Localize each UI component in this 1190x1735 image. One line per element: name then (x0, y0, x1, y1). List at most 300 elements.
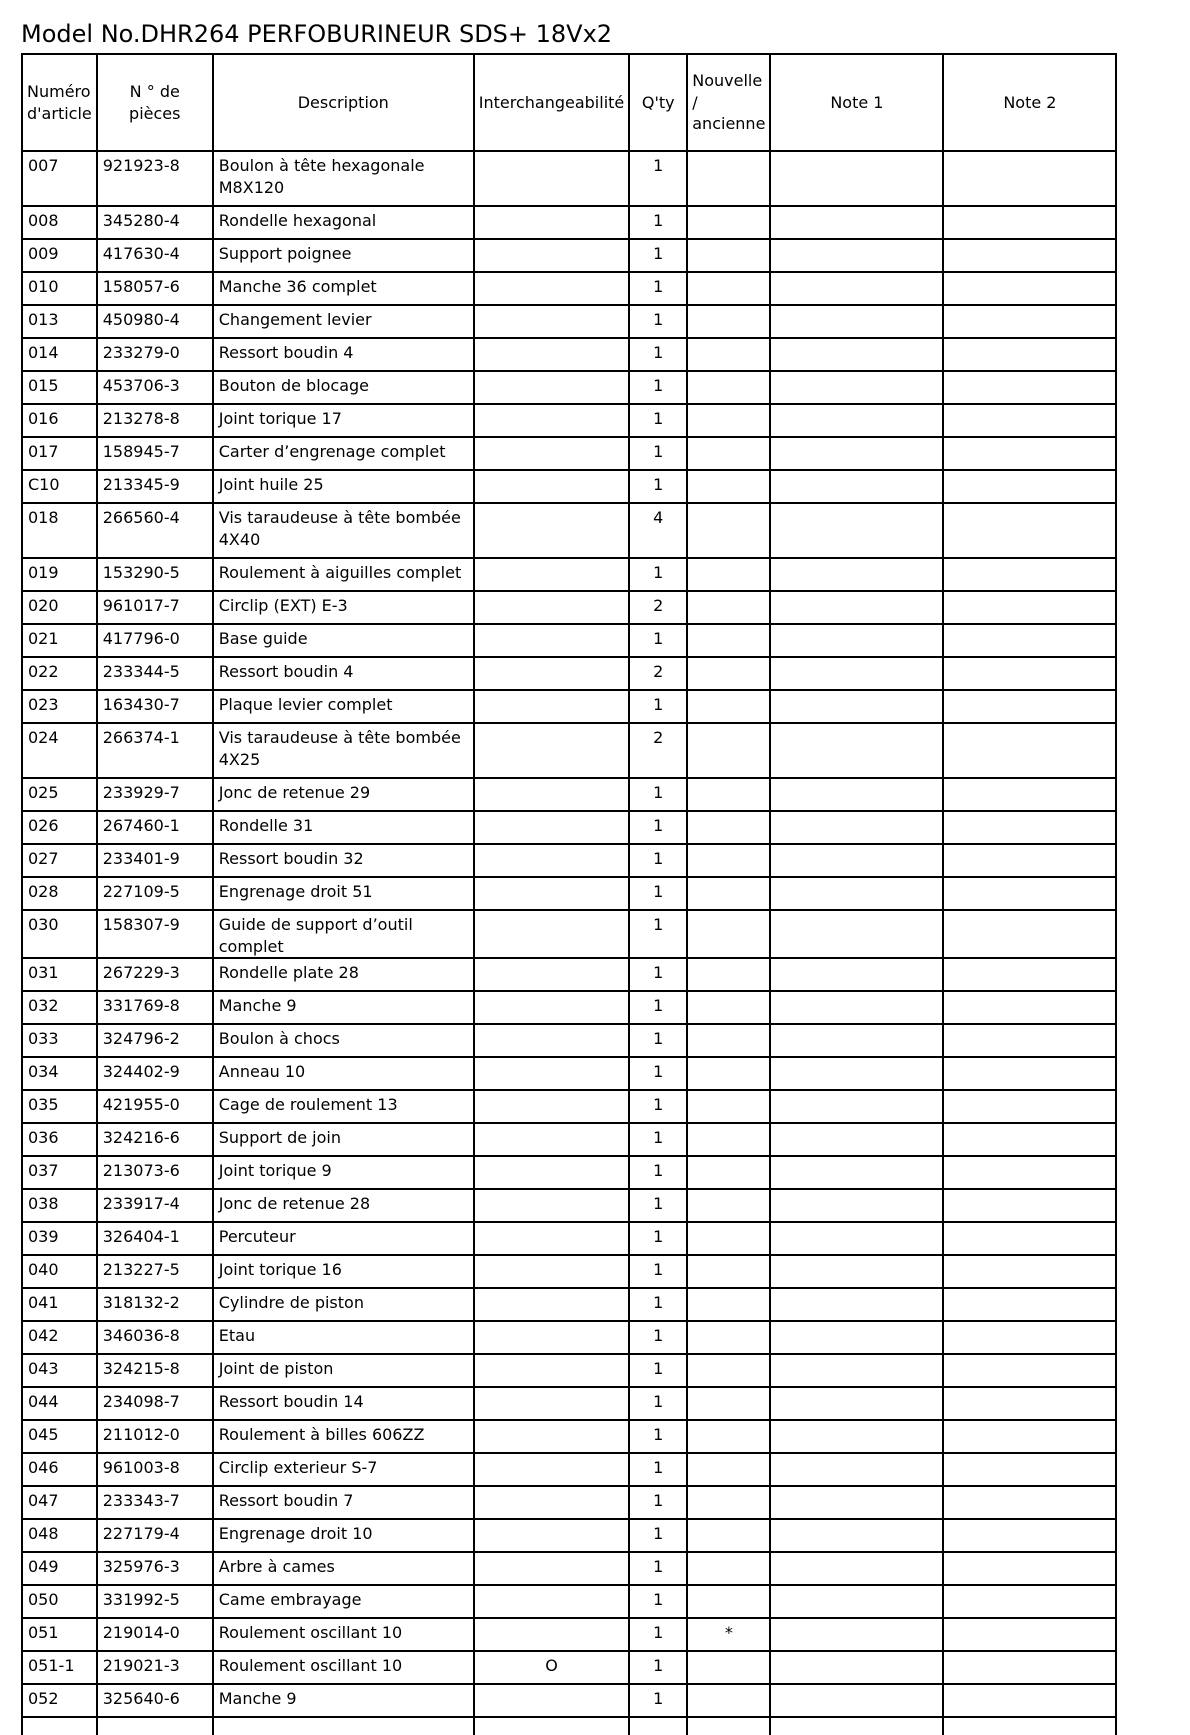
cell-description: Arbre à cames (213, 1552, 474, 1585)
cell-description: Ressort boudin 4 (213, 657, 474, 690)
cell-note-2 (943, 1684, 1116, 1717)
cell-new-old (687, 877, 770, 910)
cell-note-2 (943, 1420, 1116, 1453)
cell-note-2 (943, 877, 1116, 910)
cell-new-old (687, 1189, 770, 1222)
cell-item-number: 014 (22, 338, 97, 371)
table-row (22, 910, 1116, 958)
cell-description: Engrenage droit 51 (213, 877, 474, 910)
cell-part-number: 219014-0 (97, 1618, 213, 1651)
table-row (22, 1090, 1116, 1123)
cell-interchangeability (474, 1288, 630, 1321)
cell-note-1 (770, 657, 943, 690)
cell-part-number: 324216-6 (97, 1123, 213, 1156)
cell-part-number: 421955-0 (97, 1090, 213, 1123)
cell-item-number: 023 (22, 690, 97, 723)
cell-part-number: 267460-1 (97, 811, 213, 844)
cell-quantity: 1 (629, 778, 687, 811)
cell-description: Roulement à billes 606ZZ (213, 1420, 474, 1453)
cell-part-number: 158057-6 (97, 272, 213, 305)
cell-note-1 (770, 1123, 943, 1156)
cell-interchangeability (474, 910, 630, 958)
cell-new-old (687, 1486, 770, 1519)
cell-description: Etau (213, 1321, 474, 1354)
cell-quantity: 1 (629, 338, 687, 371)
empty-cell (687, 1717, 770, 1735)
cell-part-number: 267229-3 (97, 958, 213, 991)
cell-description: Base guide (213, 624, 474, 657)
cell-note-1 (770, 1486, 943, 1519)
cell-note-1 (770, 624, 943, 657)
cell-new-old (687, 272, 770, 305)
cell-part-number: 961017-7 (97, 591, 213, 624)
cell-quantity: 1 (629, 272, 687, 305)
cell-note-1 (770, 1288, 943, 1321)
cell-note-1 (770, 1156, 943, 1189)
cell-new-old (687, 844, 770, 877)
cell-item-number: 051 (22, 1618, 97, 1651)
table-row (22, 1024, 1116, 1057)
cell-item-number: 020 (22, 591, 97, 624)
cell-quantity: 1 (629, 404, 687, 437)
cell-part-number: 453706-3 (97, 371, 213, 404)
table-row (22, 503, 1116, 558)
cell-interchangeability (474, 239, 630, 272)
cell-quantity: 1 (629, 371, 687, 404)
cell-part-number: 227179-4 (97, 1519, 213, 1552)
cell-description: Rondelle hexagonal (213, 206, 474, 239)
cell-quantity: 1 (629, 437, 687, 470)
cell-note-2 (943, 1057, 1116, 1090)
cell-item-number: 024 (22, 723, 97, 778)
cell-item-number: 008 (22, 206, 97, 239)
cell-item-number: 036 (22, 1123, 97, 1156)
header-quantity: Q'ty (629, 54, 687, 151)
table-row (22, 958, 1116, 991)
cell-new-old (687, 338, 770, 371)
cell-item-number: 052 (22, 1684, 97, 1717)
table-row (22, 206, 1116, 239)
cell-quantity: 2 (629, 591, 687, 624)
cell-quantity: 1 (629, 1387, 687, 1420)
cell-new-old (687, 1057, 770, 1090)
empty-cell (629, 1717, 687, 1735)
cell-item-number: 027 (22, 844, 97, 877)
table-row (22, 1552, 1116, 1585)
table-row (22, 844, 1116, 877)
cell-interchangeability (474, 1486, 630, 1519)
cell-description: Manche 9 (213, 991, 474, 1024)
table-row (22, 1486, 1116, 1519)
table-row (22, 1354, 1116, 1387)
cell-note-2 (943, 371, 1116, 404)
cell-item-number: 019 (22, 558, 97, 591)
cell-interchangeability (474, 991, 630, 1024)
cell-item-number: 010 (22, 272, 97, 305)
cell-description: Manche 36 complet (213, 272, 474, 305)
cell-description: Joint torique 17 (213, 404, 474, 437)
cell-part-number: 158945-7 (97, 437, 213, 470)
cell-quantity: 1 (629, 1651, 687, 1684)
cell-quantity: 1 (629, 206, 687, 239)
table-row (22, 338, 1116, 371)
cell-interchangeability (474, 1420, 630, 1453)
cell-new-old (687, 1552, 770, 1585)
cell-note-1 (770, 305, 943, 338)
cell-part-number: 331769-8 (97, 991, 213, 1024)
cell-new-old (687, 206, 770, 239)
cell-interchangeability (474, 1552, 630, 1585)
cell-item-number: 047 (22, 1486, 97, 1519)
cell-note-2 (943, 404, 1116, 437)
header-note-2: Note 2 (943, 54, 1116, 151)
cell-note-1 (770, 1651, 943, 1684)
cell-quantity: 1 (629, 1255, 687, 1288)
cell-description: Anneau 10 (213, 1057, 474, 1090)
cell-item-number: 025 (22, 778, 97, 811)
cell-part-number: 417630-4 (97, 239, 213, 272)
table-row (22, 1156, 1116, 1189)
cell-note-1 (770, 206, 943, 239)
table-row (22, 1255, 1116, 1288)
cell-note-2 (943, 1123, 1116, 1156)
cell-note-2 (943, 206, 1116, 239)
cell-part-number: 227109-5 (97, 877, 213, 910)
cell-new-old (687, 1288, 770, 1321)
cell-part-number: 318132-2 (97, 1288, 213, 1321)
cell-item-number: 013 (22, 305, 97, 338)
cell-description: Manche 9 (213, 1684, 474, 1717)
cell-item-number: 021 (22, 624, 97, 657)
cell-new-old (687, 1255, 770, 1288)
cell-quantity: 1 (629, 958, 687, 991)
cell-new-old (687, 624, 770, 657)
cell-interchangeability (474, 404, 630, 437)
cell-new-old (687, 1387, 770, 1420)
cell-note-1 (770, 1519, 943, 1552)
cell-part-number: 213073-6 (97, 1156, 213, 1189)
cell-note-2 (943, 1354, 1116, 1387)
cell-description: Percuteur (213, 1222, 474, 1255)
cell-part-number: 921923-8 (97, 151, 213, 206)
table-row (22, 1321, 1116, 1354)
cell-description: Bouton de blocage (213, 371, 474, 404)
cell-item-number: 042 (22, 1321, 97, 1354)
header-new-old: Nouvelle / ancienne (687, 54, 770, 151)
parts-table (21, 53, 1117, 1735)
cell-part-number: 345280-4 (97, 206, 213, 239)
cell-note-1 (770, 503, 943, 558)
table-row (22, 690, 1116, 723)
cell-new-old (687, 1453, 770, 1486)
cell-interchangeability (474, 624, 630, 657)
cell-quantity: 1 (629, 1684, 687, 1717)
cell-note-2 (943, 1222, 1116, 1255)
cell-item-number: 026 (22, 811, 97, 844)
cell-item-number: 009 (22, 239, 97, 272)
table-row (22, 1387, 1116, 1420)
cell-quantity: 1 (629, 239, 687, 272)
empty-cell (97, 1717, 213, 1735)
cell-quantity: 1 (629, 811, 687, 844)
cell-part-number: 233401-9 (97, 844, 213, 877)
cell-quantity: 1 (629, 624, 687, 657)
cell-description: Engrenage droit 10 (213, 1519, 474, 1552)
cell-interchangeability (474, 1057, 630, 1090)
cell-quantity: 1 (629, 690, 687, 723)
cell-item-number: 032 (22, 991, 97, 1024)
cell-quantity: 1 (629, 991, 687, 1024)
cell-note-1 (770, 1222, 943, 1255)
table-row (22, 591, 1116, 624)
table-row (22, 1222, 1116, 1255)
cell-quantity: 1 (629, 470, 687, 503)
cell-new-old (687, 1222, 770, 1255)
cell-description: Roulement oscillant 10 (213, 1651, 474, 1684)
cell-quantity: 1 (629, 877, 687, 910)
cell-quantity: 1 (629, 1420, 687, 1453)
cell-item-number: 015 (22, 371, 97, 404)
cell-quantity: 1 (629, 1123, 687, 1156)
cell-quantity: 1 (629, 1486, 687, 1519)
cell-item-number: 048 (22, 1519, 97, 1552)
cell-note-1 (770, 437, 943, 470)
cell-note-2 (943, 1453, 1116, 1486)
cell-note-1 (770, 272, 943, 305)
cell-quantity: 1 (629, 910, 687, 958)
cell-quantity: 1 (629, 1288, 687, 1321)
cell-note-1 (770, 991, 943, 1024)
header-part-number: N ° de pièces (97, 54, 213, 151)
table-row (22, 239, 1116, 272)
table-row (22, 470, 1116, 503)
cell-new-old (687, 305, 770, 338)
cell-part-number: 961003-8 (97, 1453, 213, 1486)
cell-interchangeability (474, 1519, 630, 1552)
cell-interchangeability (474, 1321, 630, 1354)
cell-note-2 (943, 272, 1116, 305)
cell-interchangeability (474, 1618, 630, 1651)
cell-interchangeability (474, 1189, 630, 1222)
cell-part-number: 324402-9 (97, 1057, 213, 1090)
cell-part-number: 324796-2 (97, 1024, 213, 1057)
table-row (22, 723, 1116, 778)
cell-note-1 (770, 404, 943, 437)
cell-item-number: 044 (22, 1387, 97, 1420)
cell-note-1 (770, 1453, 943, 1486)
cell-note-2 (943, 1156, 1116, 1189)
cell-note-1 (770, 1552, 943, 1585)
table-row (22, 1057, 1116, 1090)
cell-interchangeability (474, 1684, 630, 1717)
cell-note-2 (943, 591, 1116, 624)
table-row (22, 1519, 1116, 1552)
cell-new-old (687, 371, 770, 404)
cell-note-1 (770, 811, 943, 844)
cell-part-number: 331992-5 (97, 1585, 213, 1618)
cell-quantity: 1 (629, 305, 687, 338)
empty-cell (22, 1717, 97, 1735)
cell-interchangeability (474, 1123, 630, 1156)
cell-description: Guide de support d’outil complet (213, 910, 474, 958)
table-row (22, 1651, 1116, 1684)
cell-note-2 (943, 503, 1116, 558)
cell-part-number: 213345-9 (97, 470, 213, 503)
cell-interchangeability (474, 272, 630, 305)
cell-new-old (687, 958, 770, 991)
cell-description: Carter d’engrenage complet (213, 437, 474, 470)
cell-item-number: 016 (22, 404, 97, 437)
cell-description: Support de join (213, 1123, 474, 1156)
cell-note-1 (770, 723, 943, 778)
header-note-1: Note 1 (770, 54, 943, 151)
table-row (22, 404, 1116, 437)
cell-note-1 (770, 558, 943, 591)
cell-interchangeability (474, 1090, 630, 1123)
header-item-number: Numéro d'article (22, 54, 97, 151)
cell-new-old (687, 1156, 770, 1189)
cell-note-2 (943, 1387, 1116, 1420)
cell-note-2 (943, 338, 1116, 371)
cell-description: Vis taraudeuse à tête bombée 4X40 (213, 503, 474, 558)
cell-quantity: 1 (629, 1552, 687, 1585)
cell-item-number: 041 (22, 1288, 97, 1321)
cell-description: Support poignee (213, 239, 474, 272)
cell-note-1 (770, 1090, 943, 1123)
cell-quantity: 1 (629, 844, 687, 877)
cell-item-number: 017 (22, 437, 97, 470)
cell-description: Plaque levier complet (213, 690, 474, 723)
cell-part-number: 219021-3 (97, 1651, 213, 1684)
cell-part-number: 233929-7 (97, 778, 213, 811)
table-row (22, 371, 1116, 404)
cell-interchangeability (474, 206, 630, 239)
cell-description: Ressort boudin 4 (213, 338, 474, 371)
cell-new-old (687, 558, 770, 591)
cell-note-1 (770, 1618, 943, 1651)
cell-item-number: 050 (22, 1585, 97, 1618)
cell-item-number: 034 (22, 1057, 97, 1090)
cell-item-number: 045 (22, 1420, 97, 1453)
cell-new-old (687, 503, 770, 558)
cell-description: Joint huile 25 (213, 470, 474, 503)
cell-item-number: 049 (22, 1552, 97, 1585)
cell-part-number: 325640-6 (97, 1684, 213, 1717)
cell-item-number: 040 (22, 1255, 97, 1288)
cell-description: Jonc de retenue 29 (213, 778, 474, 811)
cell-note-2 (943, 1651, 1116, 1684)
cell-interchangeability (474, 844, 630, 877)
cell-interchangeability (474, 338, 630, 371)
cell-part-number: 450980-4 (97, 305, 213, 338)
cell-new-old (687, 591, 770, 624)
cell-new-old (687, 811, 770, 844)
table-row (22, 657, 1116, 690)
cell-new-old: * (687, 1618, 770, 1651)
cell-description: Ressort boudin 7 (213, 1486, 474, 1519)
cell-interchangeability (474, 811, 630, 844)
cell-note-1 (770, 371, 943, 404)
cell-part-number: 211012-0 (97, 1420, 213, 1453)
cell-part-number: 158307-9 (97, 910, 213, 958)
cell-interchangeability (474, 371, 630, 404)
cell-interchangeability (474, 1222, 630, 1255)
cell-new-old (687, 1321, 770, 1354)
cell-quantity: 4 (629, 503, 687, 558)
cell-new-old (687, 1420, 770, 1453)
cell-quantity: 1 (629, 1453, 687, 1486)
cell-item-number: 018 (22, 503, 97, 558)
cell-note-1 (770, 239, 943, 272)
cell-note-2 (943, 470, 1116, 503)
cell-part-number: 324215-8 (97, 1354, 213, 1387)
cell-note-2 (943, 1255, 1116, 1288)
cell-interchangeability (474, 470, 630, 503)
cell-note-2 (943, 1090, 1116, 1123)
cell-item-number: 033 (22, 1024, 97, 1057)
table-row (22, 811, 1116, 844)
cell-description: Joint torique 16 (213, 1255, 474, 1288)
cell-quantity: 1 (629, 1189, 687, 1222)
cell-new-old (687, 1519, 770, 1552)
cell-part-number: 325976-3 (97, 1552, 213, 1585)
empty-cell (474, 1717, 630, 1735)
cell-quantity: 1 (629, 1156, 687, 1189)
cell-part-number: 213278-8 (97, 404, 213, 437)
cell-note-1 (770, 1354, 943, 1387)
cell-note-2 (943, 558, 1116, 591)
table-body (22, 151, 1116, 1735)
cell-note-2 (943, 1618, 1116, 1651)
cell-note-1 (770, 910, 943, 958)
cell-description: Cage de roulement 13 (213, 1090, 474, 1123)
cell-item-number: 022 (22, 657, 97, 690)
cell-note-2 (943, 1552, 1116, 1585)
cell-note-2 (943, 723, 1116, 778)
table-row (22, 1684, 1116, 1717)
cell-quantity: 1 (629, 1321, 687, 1354)
cell-item-number: C10 (22, 470, 97, 503)
table-row (22, 624, 1116, 657)
cell-note-2 (943, 1519, 1116, 1552)
cell-note-2 (943, 1024, 1116, 1057)
cell-new-old (687, 470, 770, 503)
cell-description: Circlip (EXT) E-3 (213, 591, 474, 624)
cell-note-2 (943, 305, 1116, 338)
cell-note-2 (943, 1288, 1116, 1321)
cell-note-2 (943, 910, 1116, 958)
cell-note-1 (770, 1057, 943, 1090)
cell-item-number: 037 (22, 1156, 97, 1189)
cell-new-old (687, 1651, 770, 1684)
cell-description: Ressort boudin 32 (213, 844, 474, 877)
cell-note-1 (770, 338, 943, 371)
cell-description: Ressort boudin 14 (213, 1387, 474, 1420)
cell-note-1 (770, 1420, 943, 1453)
cell-part-number: 417796-0 (97, 624, 213, 657)
cell-item-number: 043 (22, 1354, 97, 1387)
cell-quantity: 2 (629, 657, 687, 690)
cell-item-number: 051-1 (22, 1651, 97, 1684)
cell-note-1 (770, 958, 943, 991)
cell-part-number: 234098-7 (97, 1387, 213, 1420)
cell-new-old (687, 1024, 770, 1057)
cell-note-1 (770, 1585, 943, 1618)
table-row (22, 1288, 1116, 1321)
cell-interchangeability (474, 657, 630, 690)
empty-cell (943, 1717, 1116, 1735)
cell-note-1 (770, 1387, 943, 1420)
